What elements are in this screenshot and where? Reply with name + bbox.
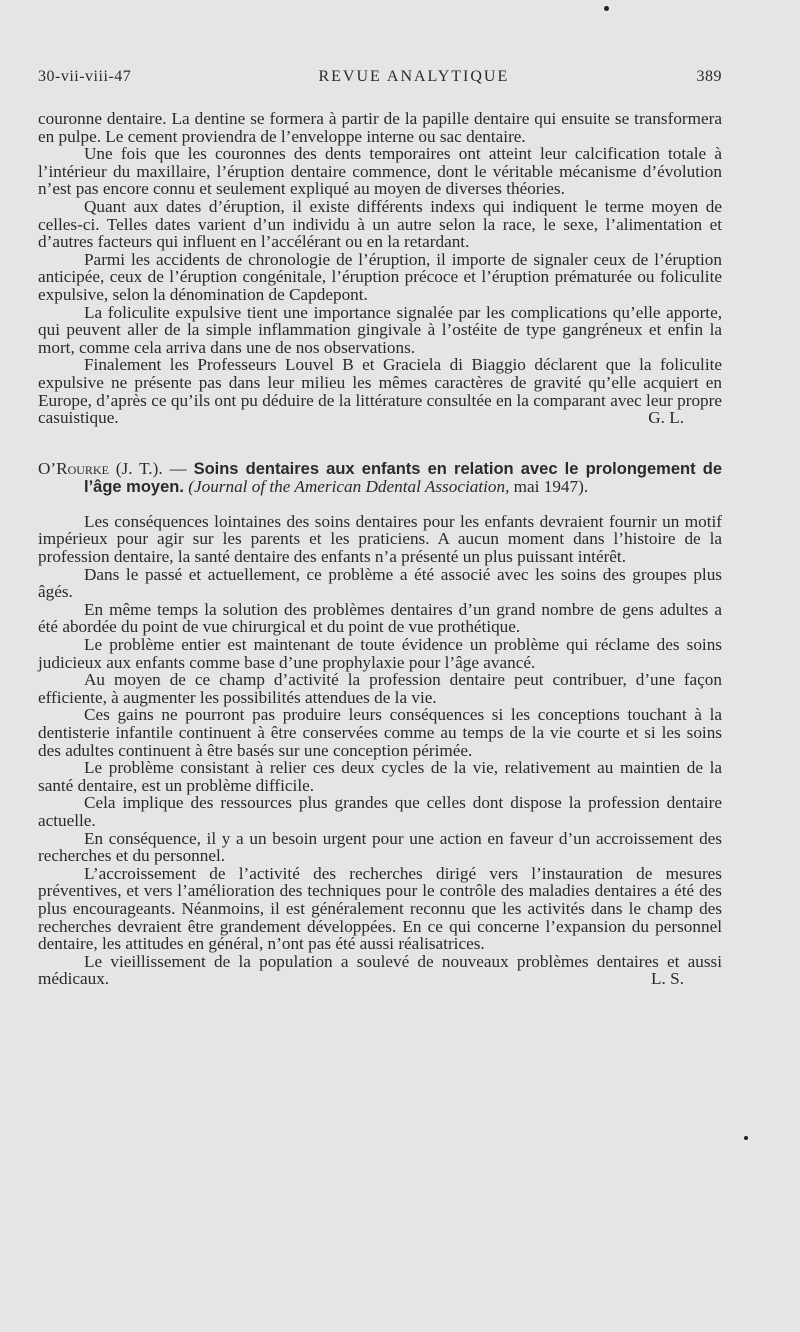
paragraph: Le problème consistant à relier ces deux cycles de la vie, relativement au maintien de la santé dentaire, est un problème difficile.: [38, 758, 722, 795]
paragraph: Quant aux dates d’éruption, il existe différents indexs qui indiquent le terme moyen de celles-ci. Telles dates varient d’un individu à un autre selon la race, le sexe, l’alimentation et d’autres facteurs qui influent en l’accélérant ou en la retardant.: [38, 196, 722, 252]
journal-title: REVUE ANALYTIQUE: [318, 68, 510, 85]
signature-row: [38, 970, 722, 988]
paragraph: Le problème entier est maintenant de toute évidence un problème qui réclame des soins judicieux aux enfants comme base d’une prophylaxie pour l’âge avancé.: [38, 635, 722, 672]
page: [38, 68, 722, 988]
paragraph: Au moyen de ce champ d’activité la profession dentaire peut contribuer, d’une façon efficiente, à augmenter les possibilités attendues de la vie.: [38, 670, 722, 707]
publication-date: mai 1947).: [509, 477, 589, 497]
paragraph: Parmi les accidents de chronologie de l’éruption, il importe de signaler ceux de l’éruption anticipée, ceux de l’éruption congénitale, l’éruption précoce et l’éruption prématurée ou foliculite expulsive, selon la dénomination de Capdepont.: [38, 249, 722, 304]
paragraph: En conséquence, il y a un besoin urgent pour une action en faveur d’un accroissement des recherches et du personnel.: [38, 828, 722, 866]
ink-dot-margin: [744, 1136, 748, 1140]
section-gap: [38, 427, 722, 460]
paragraph: Dans le passé et actuellement, ce problème a été associé avec les soins des groupes plus âgés.: [38, 564, 722, 602]
paragraph: Finalement les Professeurs Louvel B et Graciela di Biaggio déclarent que la foliculite expulsive ne présente pas dans leur milieu les mêmes caractères de gravité qu’elle acquiert en Europe, d’après ce qu’ils ont pu déduire de la littérature consultée en la comparant avec leur propre casuistique.: [38, 355, 722, 428]
review-section-1: [38, 110, 722, 427]
paragraph: L’accroissement de l’activité des recherches dirigé vers l’instauration de mesures préventives, et vers l’amélioration des techniques pour le contrôle des maladies dentaires a été des plus encourageants. Néanmoins, il est généralement reconnu que les activités dans le champ des recherches devraient être grandement développées. En ce qui concerne l’expansion du personnel dentaire, les attitudes en général, n’ont pas été aussi réalisatrices.: [38, 863, 722, 954]
signature: L. S.: [651, 969, 684, 989]
page-number: 389: [696, 68, 722, 85]
paragraph: Les conséquences lointaines des soins dentaires pour les enfants devraient fournir un motif impérieux pour agir sur les parents et les praticiens. A aucun moment dans l’histoire de la profession dentaire, la santé dentaire des enfants n’a présenté un plus puissant intérêt.: [38, 511, 722, 567]
journal-name: (Journal of the American Ddental Association,: [188, 477, 510, 497]
running-head: [38, 68, 722, 86]
paragraph: Cela implique des ressources plus grandes que celles dont dispose la profession dentaire actuelle.: [38, 793, 722, 830]
author: O’Rourke (J. T.).: [38, 458, 163, 478]
dash: —: [162, 458, 194, 478]
ink-dot-top: [604, 6, 609, 11]
article-title: Soins dentaires aux enfants en relation avec le prolongement de l’âge moyen.: [84, 459, 722, 497]
paragraph: La foliculite expulsive tient une importance signalée par les complications qu’elle apporte, qui peuvent aller de la simple inflammation gingivale à l’ostéite de type gangréneux et enfin la mort, comme cela arriva dans une de nos observations.: [38, 302, 722, 357]
reference-entry: [38, 460, 722, 497]
paragraph: Ces gains ne pourront pas produire leurs conséquences si les conceptions touchant à la dentisterie infantile continuent à être conservées comme au temps de la vie courte et si les soins des adultes continuent à être basés sur une conception périmée.: [38, 705, 722, 760]
paragraph: En même temps la solution des problèmes dentaires d’un grand nombre de gens adultes a été abordée du point de vue chirurgical et du point de vue prothétique.: [38, 599, 722, 637]
paragraph: Une fois que les couronnes des dents temporaires ont atteint leur calcification totale à l’intérieur du maxillaire, l’éruption dentaire commence, dont le véritable mécanisme d’évolution n’est pas encore connu et seulement expliqué au moyen de diverses théories.: [38, 144, 722, 199]
signature: G. L.: [648, 408, 684, 428]
review-section-2: [38, 460, 722, 988]
issue-date: 30-vii-viii-47: [38, 68, 132, 85]
paragraph: Le vieillissement de la population a soulevé de nouveaux problèmes dentaires et aussi médicaux.: [38, 951, 722, 989]
paragraph: couronne dentaire. La dentine se formera à partir de la papille dentaire qui ensuite se transformera en pulpe. Le cement proviendra de l’enveloppe interne ou sac dentaire.: [38, 109, 722, 146]
paragraph-with-signature: [38, 356, 722, 426]
